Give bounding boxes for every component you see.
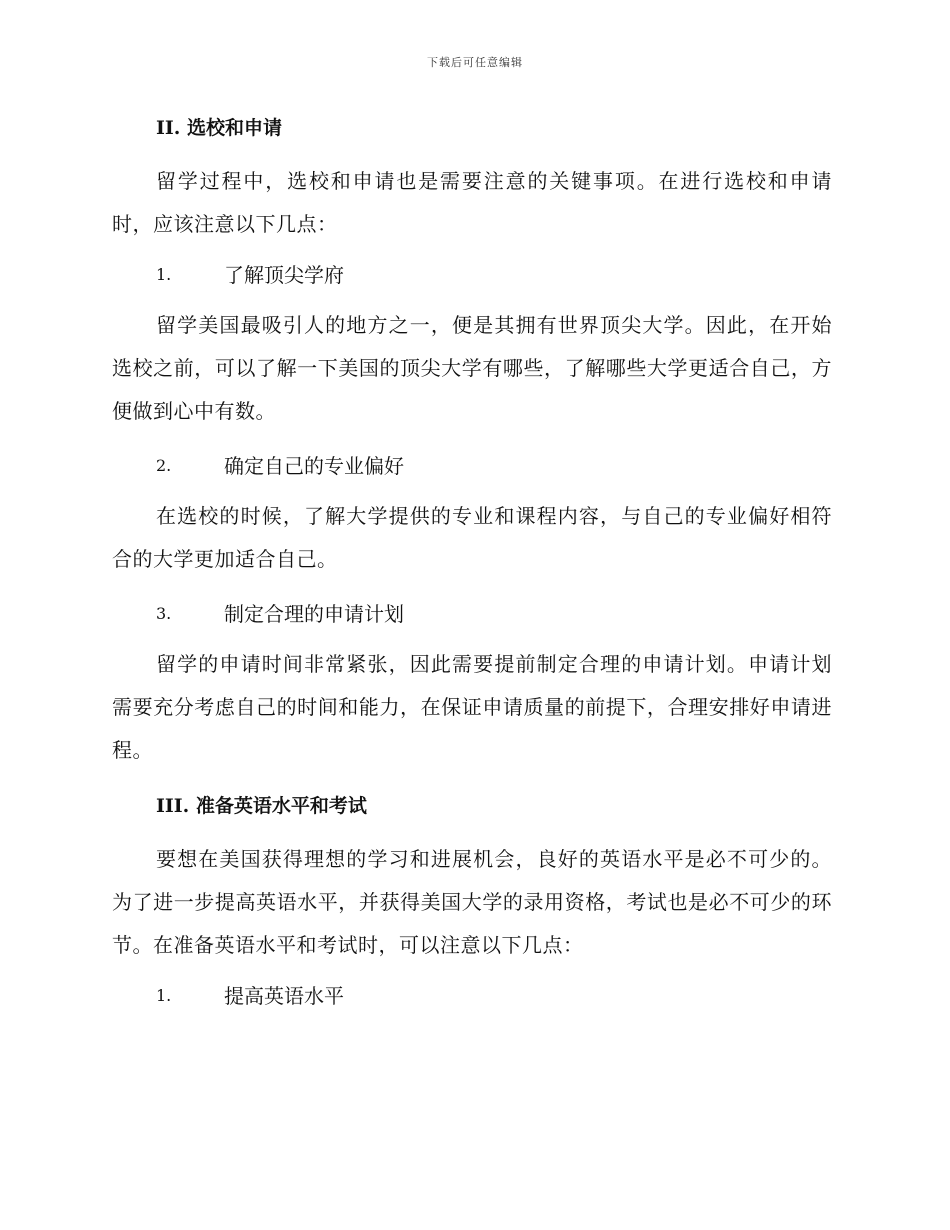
list-title: 提高英语水平 [224, 984, 344, 1008]
section-heading-3: III. 准备英语水平和考试 [156, 795, 367, 817]
list-item [112, 250, 832, 300]
section-heading-2: II. 选校和申请 [156, 117, 283, 139]
list-body: 留学美国最吸引人的地方之一，便是其拥有世界顶尖大学。因此，在开始选校之前，可以了解一下美国的顶尖大学有哪些，了解哪些大学更适合自己，方便做到心中有数。 [112, 313, 832, 423]
document-body [112, 112, 832, 1021]
list-title: 确定自己的专业偏好 [224, 454, 404, 478]
list-number: 1. [156, 986, 172, 1005]
list-item [112, 971, 832, 1021]
section-2-intro: 留学过程中，选校和申请也是需要注意的关键事项。在进行选校和申请时，应该注意以下几点： [112, 169, 832, 236]
header-note: 下载后可任意编辑 [427, 56, 523, 69]
list-title: 了解顶尖学府 [224, 263, 344, 287]
list-body: 在选校的时候，了解大学提供的专业和课程内容，与自己的专业偏好相符合的大学更加适合自己。 [112, 504, 832, 571]
section-3-intro: 要想在美国获得理想的学习和进展机会，良好的英语水平是必不可少的。为了进一步提高英语水平，并获得美国大学的录用资格，考试也是必不可少的环节。在准备英语水平和考试时，可以注意以下几点： [112, 847, 832, 957]
list-item [112, 441, 832, 491]
list-number: 2. [156, 456, 172, 475]
list-number: 1. [156, 265, 172, 284]
list-item [112, 589, 832, 639]
list-number: 3. [156, 604, 172, 623]
list-title: 制定合理的申请计划 [224, 602, 404, 626]
list-body: 留学的申请时间非常紧张，因此需要提前制定合理的申请计划。申请计划需要充分考虑自己的时间和能力，在保证申请质量的前提下，合理安排好申请进程。 [112, 652, 832, 762]
